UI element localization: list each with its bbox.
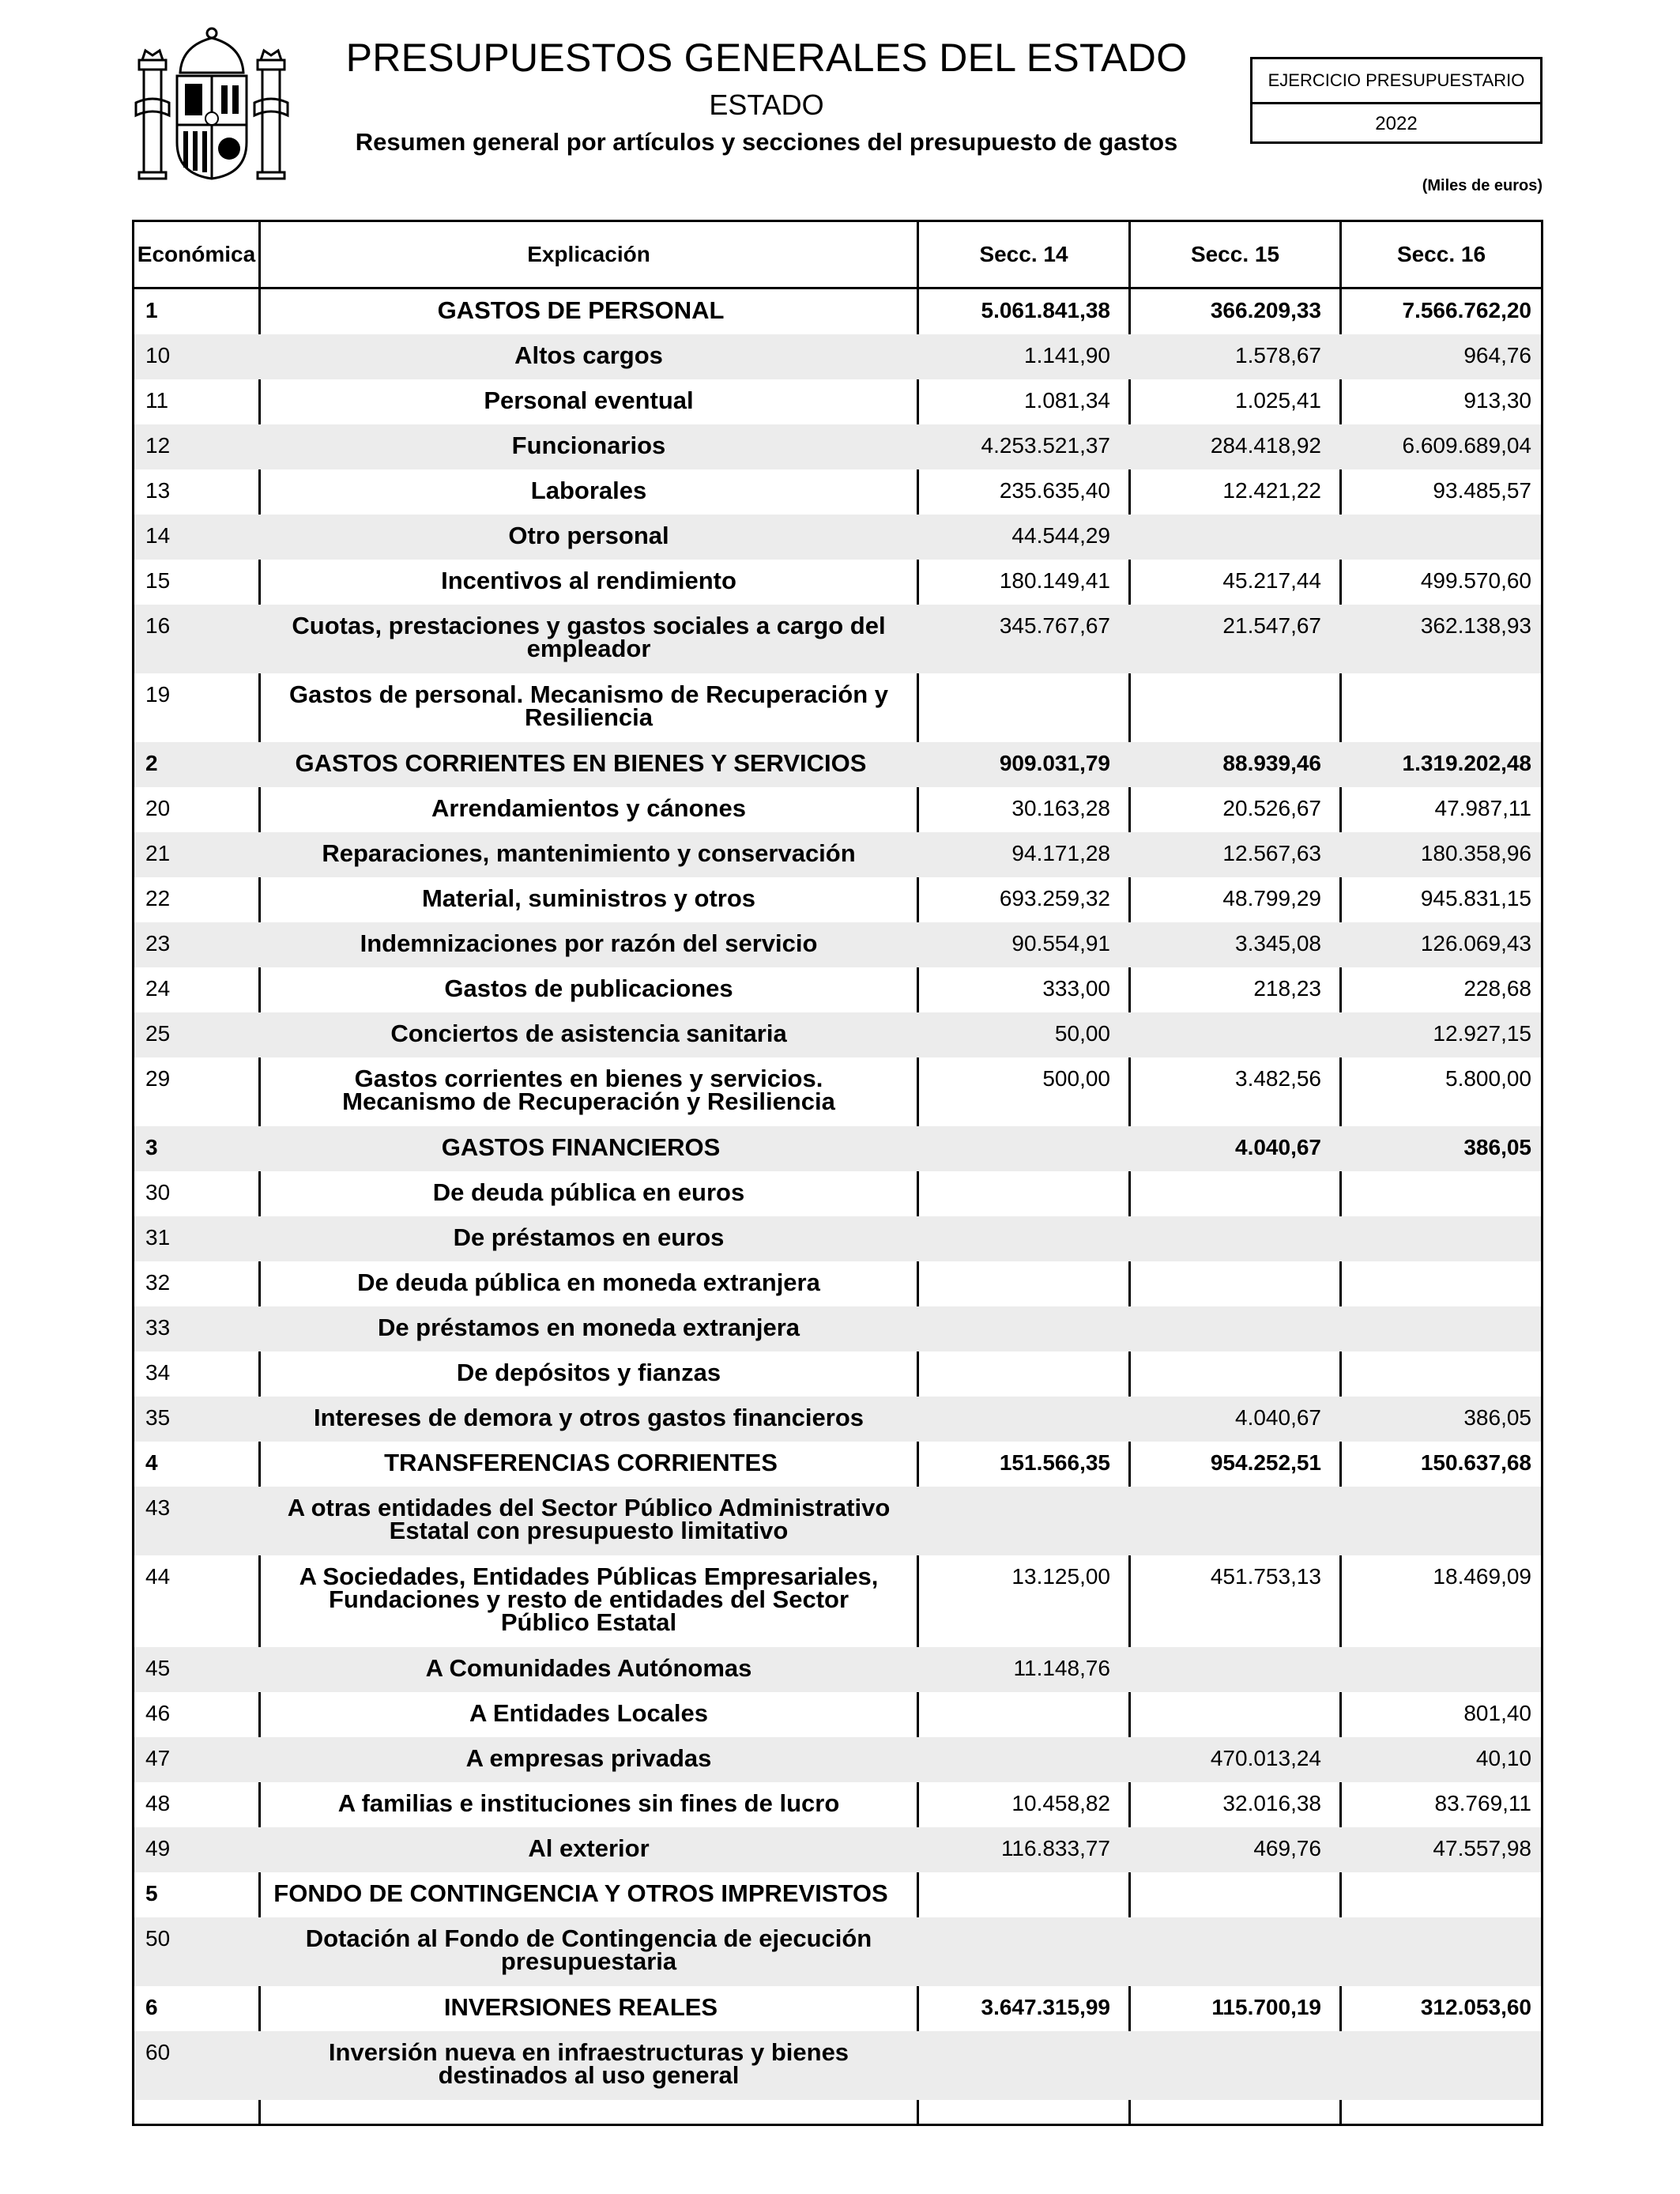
economic-code-cell: 3 [145, 1135, 158, 1159]
explanation-cell: Arrendamientos y cánones [431, 794, 746, 822]
table-row [134, 1012, 1541, 1057]
table-row [134, 334, 1541, 379]
secc-15-value-cell: 1.578,67 [1235, 343, 1321, 368]
secc-15-value-cell: 470.013,24 [1210, 1746, 1321, 1770]
economic-code-cell: 43 [145, 1495, 171, 1520]
secc-14-value-cell: 1.141,90 [1024, 343, 1110, 368]
explanation-cell: FONDO DE CONTINGENCIA Y OTROS IMPREVISTOS [273, 1879, 888, 1907]
economic-code-cell: 25 [145, 1021, 171, 1046]
table-row [134, 1555, 1541, 1647]
explanation-cell: De deuda pública en moneda extranjera [357, 1269, 820, 1296]
secc-16-value-cell: 5.800,00 [1445, 1066, 1531, 1091]
table-header [134, 222, 1541, 289]
secc-14-value-cell: 1.081,34 [1024, 388, 1110, 413]
economic-code-cell: 12 [145, 433, 171, 458]
economic-code-cell: 4 [145, 1450, 158, 1475]
secc-16-value-cell: 7.566.762,20 [1402, 298, 1531, 322]
table-row [134, 1737, 1541, 1782]
table-row [134, 787, 1541, 832]
secc-15-value-cell: 469,76 [1253, 1836, 1321, 1860]
explanation-cell: Otro personal [508, 522, 669, 549]
secc-16-value-cell: 180.358,96 [1420, 841, 1531, 865]
economic-code-cell: 13 [145, 478, 171, 503]
economic-code-cell: 6 [145, 1995, 158, 2019]
secc-16-value-cell: 386,05 [1463, 1405, 1531, 1430]
secc-15-value-cell: 48.799,29 [1222, 886, 1321, 910]
economic-code-cell: 2 [145, 751, 158, 775]
column-header-secc-16: Secc. 16 [1396, 242, 1486, 266]
secc-16-value-cell: 150.637,68 [1420, 1450, 1531, 1475]
economic-code-cell: 5 [145, 1881, 158, 1906]
table-row [134, 469, 1541, 515]
secc-16-value-cell: 6.609.689,04 [1402, 433, 1531, 458]
table-row [134, 1827, 1541, 1872]
secc-16-value-cell: 386,05 [1463, 1135, 1531, 1159]
explanation-cell: Gastos de personal. Mecanismo de Recuperación y Resiliencia [288, 680, 889, 731]
economic-code-cell: 19 [145, 682, 171, 707]
table-row [134, 515, 1541, 560]
table-row [134, 877, 1541, 922]
explanation-cell: Altos cargos [514, 341, 663, 369]
economic-code-cell: 33 [145, 1315, 171, 1340]
explanation-cell: Al exterior [528, 1834, 650, 1862]
secc-16-value-cell: 126.069,43 [1420, 931, 1531, 956]
secc-16-value-cell: 312.053,60 [1420, 1995, 1531, 2019]
economic-code-cell: 60 [145, 2040, 171, 2064]
secc-14-value-cell: 909.031,79 [999, 751, 1110, 775]
secc-16-value-cell: 18.469,09 [1433, 1564, 1531, 1589]
economic-code-cell: 1 [145, 298, 158, 322]
economic-code-cell: 21 [145, 841, 171, 865]
column-header-secc-15: Secc. 15 [1190, 242, 1280, 266]
explanation-cell: Dotación al Fondo de Contingencia de ejecución presupuestaria [305, 1924, 872, 1975]
table-body [134, 289, 1541, 2100]
economic-code-cell: 47 [145, 1746, 171, 1770]
secc-16-value-cell: 964,76 [1463, 343, 1531, 368]
economic-code-cell: 50 [145, 1926, 171, 1951]
table-row-category [134, 1986, 1541, 2031]
table-row-category [134, 1126, 1541, 1171]
page-description: Resumen general por artículos y secciones del presupuesto de gastos [355, 128, 1178, 156]
explanation-cell: A Sociedades, Entidades Públicas Empresariales, Fundaciones y resto de entidades del Sector Público Estatal [299, 1563, 879, 1636]
coat-of-arms-logo [133, 24, 291, 182]
table-row [134, 1397, 1541, 1442]
table-row [134, 832, 1541, 877]
secc-16-value-cell: 83.769,11 [1434, 1791, 1531, 1815]
explanation-cell: GASTOS FINANCIEROS [441, 1133, 721, 1161]
secc-16-value-cell: 47.557,98 [1433, 1836, 1531, 1860]
secc-16-value-cell: 40,10 [1475, 1746, 1531, 1770]
explanation-cell: TRANSFERENCIAS CORRIENTES [384, 1449, 778, 1476]
table-row-category [134, 289, 1541, 334]
table-row [134, 1216, 1541, 1261]
economic-code-cell: 46 [145, 1701, 171, 1725]
table-row-category [134, 1872, 1541, 1917]
explanation-cell: Reparaciones, mantenimiento y conservación [322, 839, 856, 867]
explanation-cell: GASTOS CORRIENTES EN BIENES Y SERVICIOS [295, 749, 867, 777]
table-row [134, 1057, 1541, 1126]
secc-15-value-cell: 3.345,08 [1235, 931, 1321, 956]
explanation-cell: Personal eventual [484, 386, 694, 414]
explanation-cell: A familias e instituciones sin fines de lucro [337, 1789, 840, 1817]
secc-14-value-cell: 345.767,67 [999, 613, 1110, 638]
column-header-explicacion: Explicación [527, 242, 650, 266]
secc-15-value-cell: 12.567,63 [1222, 841, 1321, 865]
budget-table [132, 220, 1543, 2126]
table-row [134, 1487, 1541, 1555]
secc-14-value-cell: 11.148,76 [1013, 1656, 1110, 1680]
exercise-label: EJERCICIO PRESUPUESTARIO [1252, 59, 1540, 104]
economic-code-cell: 24 [145, 976, 171, 1001]
table-row [134, 424, 1541, 469]
explanation-cell: De préstamos en euros [453, 1223, 725, 1251]
secc-16-value-cell: 12.927,15 [1433, 1021, 1531, 1046]
table-row [134, 673, 1541, 742]
table-row [134, 1306, 1541, 1351]
explanation-cell: Cuotas, prestaciones y gastos sociales a cargo del empleador [292, 612, 886, 662]
table-row [134, 967, 1541, 1012]
economic-code-cell: 32 [145, 1270, 171, 1295]
secc-14-value-cell: 693.259,32 [999, 886, 1110, 910]
secc-15-value-cell: 284.418,92 [1210, 433, 1321, 458]
secc-15-value-cell: 4.040,67 [1235, 1405, 1321, 1430]
secc-15-value-cell: 32.016,38 [1222, 1791, 1321, 1815]
table-row-category [134, 742, 1541, 787]
secc-15-value-cell: 218,23 [1253, 976, 1321, 1001]
explanation-cell: Inversión nueva en infraestructuras y bienes destinados al uso general [328, 2038, 849, 2089]
secc-15-value-cell: 21.547,67 [1222, 613, 1321, 638]
explanation-cell: Incentivos al rendimiento [441, 567, 736, 594]
economic-code-cell: 34 [145, 1360, 171, 1385]
table-row-category [134, 1442, 1541, 1487]
explanation-cell: Laborales [530, 477, 647, 504]
explanation-cell: De deuda pública en euros [432, 1178, 745, 1206]
table-row [134, 922, 1541, 967]
secc-16-value-cell: 362.138,93 [1420, 613, 1531, 638]
secc-14-value-cell: 116.833,77 [1000, 1836, 1110, 1860]
economic-code-cell: 20 [145, 796, 171, 820]
exercise-year: 2022 [1375, 113, 1418, 134]
secc-16-value-cell: 47.987,11 [1434, 796, 1531, 820]
explanation-cell: Funcionarios [511, 432, 666, 459]
secc-15-value-cell: 3.482,56 [1235, 1066, 1321, 1091]
table-row [134, 605, 1541, 673]
explanation-cell: De depósitos y fianzas [456, 1359, 721, 1386]
explanation-cell: De préstamos en moneda extranjera [377, 1314, 800, 1341]
economic-code-cell: 35 [145, 1405, 171, 1430]
table-row [134, 1917, 1541, 1986]
page-title: PRESUPUESTOS GENERALES DEL ESTADO [345, 36, 1188, 80]
explanation-cell: Conciertos de asistencia sanitaria [390, 1020, 787, 1047]
secc-14-value-cell: 4.253.521,37 [981, 433, 1110, 458]
secc-14-value-cell: 180.149,41 [999, 568, 1110, 593]
economic-code-cell: 15 [145, 568, 171, 593]
secc-15-value-cell: 20.526,67 [1222, 796, 1321, 820]
page-subtitle: ESTADO [709, 89, 824, 121]
secc-14-value-cell: 3.647.315,99 [981, 1995, 1110, 2019]
explanation-cell: INVERSIONES REALES [443, 1993, 718, 2021]
secc-16-value-cell: 228,68 [1463, 976, 1531, 1001]
table-row [134, 1351, 1541, 1397]
secc-15-value-cell: 45.217,44 [1222, 568, 1321, 593]
economic-code-cell: 31 [145, 1225, 171, 1250]
secc-16-value-cell: 93.485,57 [1433, 478, 1531, 503]
column-header-secc-14: Secc. 14 [979, 242, 1068, 266]
economic-code-cell: 10 [145, 343, 171, 368]
secc-14-value-cell: 10.458,82 [1011, 1791, 1110, 1815]
table-row [134, 1692, 1541, 1737]
secc-14-value-cell: 44.544,29 [1011, 523, 1110, 548]
secc-14-value-cell: 151.566,35 [999, 1450, 1110, 1475]
secc-15-value-cell: 451.753,13 [1210, 1564, 1321, 1589]
economic-code-cell: 44 [145, 1564, 171, 1589]
secc-14-value-cell: 13.125,00 [1011, 1564, 1110, 1589]
column-header-economica: Económica [137, 242, 256, 266]
secc-14-value-cell: 5.061.841,38 [981, 298, 1110, 322]
explanation-cell: GASTOS DE PERSONAL [437, 296, 725, 324]
table-row [134, 1782, 1541, 1827]
units-note: (Miles de euros) [1422, 177, 1543, 194]
secc-14-value-cell: 500,00 [1042, 1066, 1110, 1091]
economic-code-cell: 14 [145, 523, 171, 548]
explanation-cell: A otras entidades del Sector Público Administrativo Estatal con presupuesto limitativo [287, 1494, 891, 1544]
table-row [134, 1171, 1541, 1216]
economic-code-cell: 45 [145, 1656, 171, 1680]
explanation-cell: A Entidades Locales [469, 1699, 709, 1727]
explanation-cell: Indemnizaciones por razón del servicio [360, 929, 818, 957]
secc-15-value-cell: 115.700,19 [1211, 1995, 1321, 2019]
secc-14-value-cell: 50,00 [1054, 1021, 1110, 1046]
economic-code-cell: 22 [145, 886, 171, 910]
economic-code-cell: 49 [145, 1836, 171, 1860]
explanation-cell: Gastos corrientes en bienes y servicios. Mecanismo de Recuperación y Resiliencia [342, 1065, 835, 1115]
secc-15-value-cell: 12.421,22 [1222, 478, 1321, 503]
secc-15-value-cell: 366.209,33 [1210, 298, 1321, 322]
table-row [134, 1261, 1541, 1306]
secc-16-value-cell: 913,30 [1463, 388, 1531, 413]
secc-14-value-cell: 333,00 [1042, 976, 1110, 1001]
secc-16-value-cell: 1.319.202,48 [1402, 751, 1531, 775]
secc-15-value-cell: 88.939,46 [1222, 751, 1321, 775]
exercise-box [1250, 57, 1543, 144]
secc-15-value-cell: 1.025,41 [1235, 388, 1321, 413]
table-row [134, 1647, 1541, 1692]
table-row [134, 560, 1541, 605]
economic-code-cell: 23 [145, 931, 171, 956]
secc-16-value-cell: 945.831,15 [1420, 886, 1531, 910]
economic-code-cell: 16 [145, 613, 171, 638]
explanation-cell: Intereses de demora y otros gastos financieros [313, 1404, 864, 1431]
explanation-cell: A Comunidades Autónomas [425, 1654, 752, 1682]
explanation-cell: Gastos de publicaciones [444, 974, 733, 1002]
secc-14-value-cell: 90.554,91 [1011, 931, 1110, 956]
explanation-cell: Material, suministros y otros [421, 884, 756, 912]
secc-15-value-cell: 4.040,67 [1235, 1135, 1321, 1159]
explanation-cell: A empresas privadas [465, 1744, 712, 1772]
table-row [134, 379, 1541, 424]
secc-16-value-cell: 801,40 [1463, 1701, 1531, 1725]
secc-14-value-cell: 235.635,40 [999, 478, 1110, 503]
economic-code-cell: 11 [145, 388, 169, 413]
table-row [134, 2031, 1541, 2100]
economic-code-cell: 29 [145, 1066, 171, 1091]
economic-code-cell: 30 [145, 1180, 171, 1204]
secc-14-value-cell: 30.163,28 [1011, 796, 1110, 820]
secc-16-value-cell: 499.570,60 [1420, 568, 1531, 593]
secc-15-value-cell: 954.252,51 [1210, 1450, 1321, 1475]
economic-code-cell: 48 [145, 1791, 171, 1815]
secc-14-value-cell: 94.171,28 [1011, 841, 1110, 865]
